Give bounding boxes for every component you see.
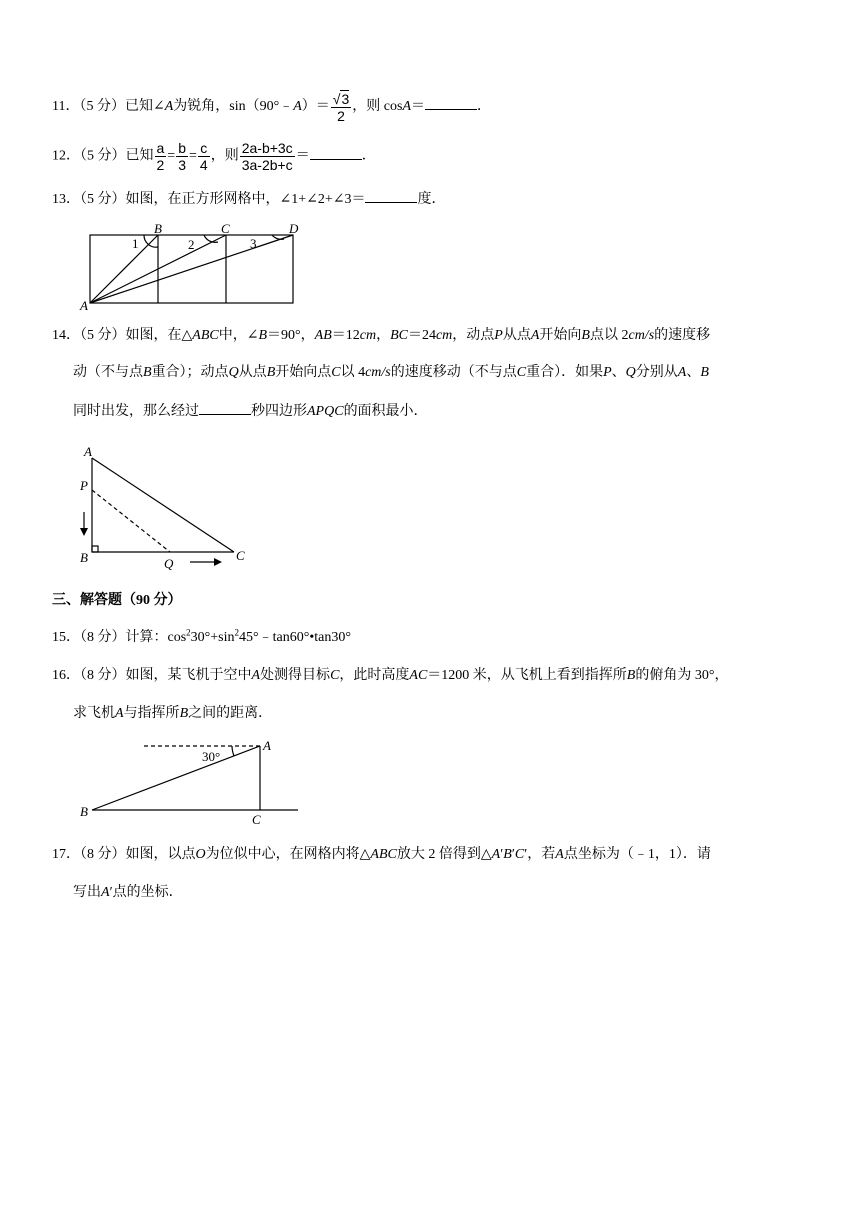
grid-angle-figure	[78, 220, 308, 317]
label-C: C	[236, 548, 245, 563]
label-A: A	[84, 444, 92, 459]
airplane-angle-figure	[76, 734, 304, 833]
label-Q: Q	[164, 556, 174, 571]
answer-blank	[365, 188, 417, 203]
angle-2-label: 2	[188, 237, 195, 252]
label-C: C	[221, 221, 230, 236]
question-17-line-1: 17．（8 分）如图，以点O为位似中心，在网格内将△ABC放大 2 倍得到△A′B′C′，若A点坐标为（﹣1，1）．请	[52, 847, 711, 862]
angle-30-label: 30°	[202, 749, 221, 764]
question-13: 13．（5 分）如图，在正方形网格中，∠1+∠2+∠3＝ 度．	[52, 188, 445, 210]
label-D: D	[289, 221, 299, 236]
fraction-sqrt3-over-2: $\frac{√3}{2}$	[332, 91, 350, 124]
fraction-b-3: $\frac{b}{3}$	[178, 140, 186, 173]
question-12: 12．（5 分）已知 $\frac{a}{2}$ = $\frac{b}{3}$ = $\frac{c}{4}$ ，则 $\frac{2a-b+3c}{3a-2b+c}$ ＝ ．	[52, 140, 376, 173]
question-17-line-2: 写出A′点的坐标．	[73, 885, 183, 900]
question-11: 11．（5 分）已知∠A为锐角，sin（90°﹣A）＝ $\frac{√3}{2}$ ，则 cosA＝ ．	[52, 91, 491, 124]
question-15: 15．（8 分）计算：$\cos^230^\circ+\sin^245^\circ﹣\tan 60^\circ•\tan 30^\circ$	[52, 627, 351, 645]
question-16-line-2: 求飞机A与指挥所B之间的距离．	[73, 706, 273, 721]
section-heading: 三、解答题（90 分）	[52, 593, 182, 608]
fraction-c-4: $\frac{c}{4}$	[199, 140, 208, 173]
triangle-apqc-figure	[74, 442, 254, 577]
label-C: C	[252, 812, 261, 827]
label-B: B	[80, 804, 88, 819]
fraction-a-2: $\frac{a}{2}$	[156, 140, 165, 173]
label-A: A	[80, 298, 88, 312]
answer-blank	[199, 400, 251, 415]
label-B: B	[154, 221, 162, 236]
angle-3-label: 3	[250, 236, 257, 251]
label-B: B	[80, 550, 88, 565]
question-16-line-1: 16．（8 分）如图，某飞机于空中A处测得目标C，此时高度AC＝1200 米，从飞机上看到指挥所B的俯角为 30°，	[52, 668, 729, 683]
question-14-line-1: 14．（5 分）如图，在△ABC中，∠B＝90°，AB＝12cm，BC＝24cm，动点P从点A开始向B点以 2cm/s的速度移	[52, 328, 711, 343]
fraction-expression: $\frac{2a-b+3c}{3a-2b+c}$	[241, 140, 293, 173]
angle-1-label: 1	[132, 236, 139, 251]
question-14-line-2: 动（不与点B重合）；动点Q从点B开始向点C以 4cm/s的速度移动（不与点C重合）．如果P、Q分别从A、B	[73, 365, 709, 380]
answer-blank	[310, 145, 362, 160]
answer-blank	[425, 95, 477, 110]
label-P: P	[80, 478, 88, 493]
label-A: A	[263, 738, 271, 753]
question-14-line-3: 同时出发，那么经过 秒四边形APQC的面积最小．	[73, 400, 428, 422]
